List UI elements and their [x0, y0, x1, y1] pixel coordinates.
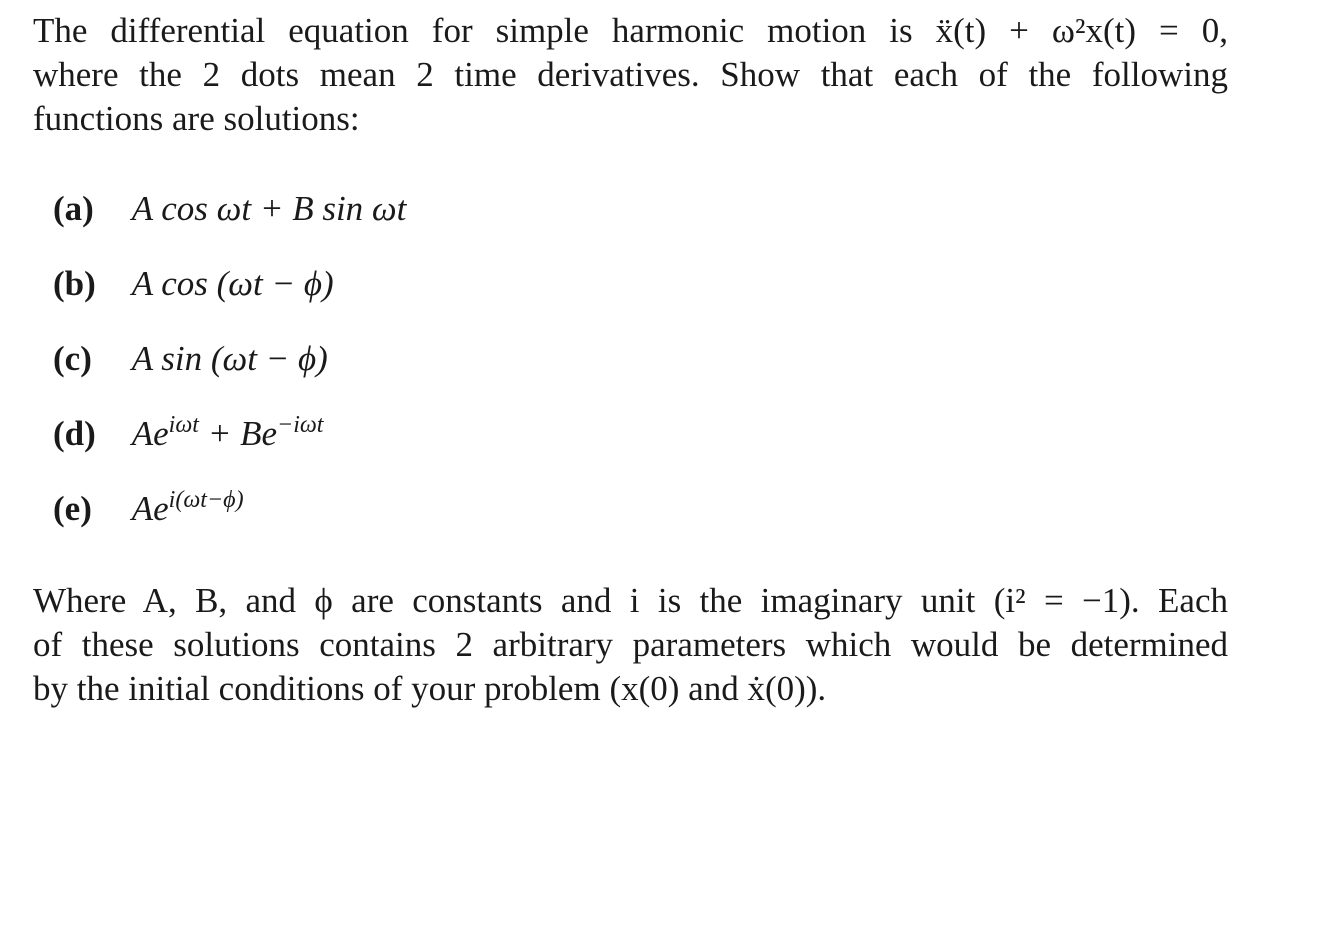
expr-base: Ae	[131, 489, 169, 528]
expr-exponent: −iωt	[277, 411, 324, 438]
expr-base: Ae	[131, 414, 169, 453]
intro-paragraph	[33, 9, 1228, 141]
item-expression: A cos (ωt − ϕ)	[131, 264, 334, 303]
solution-item-b	[53, 259, 406, 334]
intro-line: functions are solutions:	[33, 99, 360, 138]
intro-line: The differential equation for simple harmonic motion is ẍ(t) + ω²x(t) = 0,	[33, 11, 1228, 50]
outro-line: of these solutions contains 2 arbitrary parameters which would be determined	[33, 625, 1228, 664]
solutions-list	[53, 184, 406, 559]
item-expression	[132, 484, 244, 534]
outro-line: Where A, B, and ϕ are constants and i is the imaginary unit (i² = −1). Each	[33, 581, 1228, 620]
expr-middle: + Be	[198, 414, 277, 453]
solution-item-c	[53, 334, 406, 409]
item-label: (b)	[53, 264, 96, 303]
outro-paragraph	[33, 579, 1228, 711]
outro-line: by the initial conditions of your problem (x(0) and ẋ(0)).	[33, 669, 827, 708]
item-label: (d)	[53, 414, 96, 453]
item-label: (a)	[53, 189, 94, 228]
expr-exponent: iωt	[168, 411, 199, 438]
solution-item-a	[53, 184, 406, 259]
solution-item-d	[53, 409, 406, 484]
item-expression: A sin (ωt − ϕ)	[131, 339, 328, 378]
item-label: (c)	[53, 339, 92, 378]
intro-line: where the 2 dots mean 2 time derivatives. Show that each of the following	[33, 55, 1228, 94]
item-expression	[132, 409, 324, 459]
expr-exponent: i(ωt−ϕ)	[168, 486, 244, 513]
solution-item-e	[53, 484, 406, 559]
item-label: (e)	[53, 489, 92, 528]
item-expression: A cos ωt + B sin ωt	[131, 189, 407, 228]
